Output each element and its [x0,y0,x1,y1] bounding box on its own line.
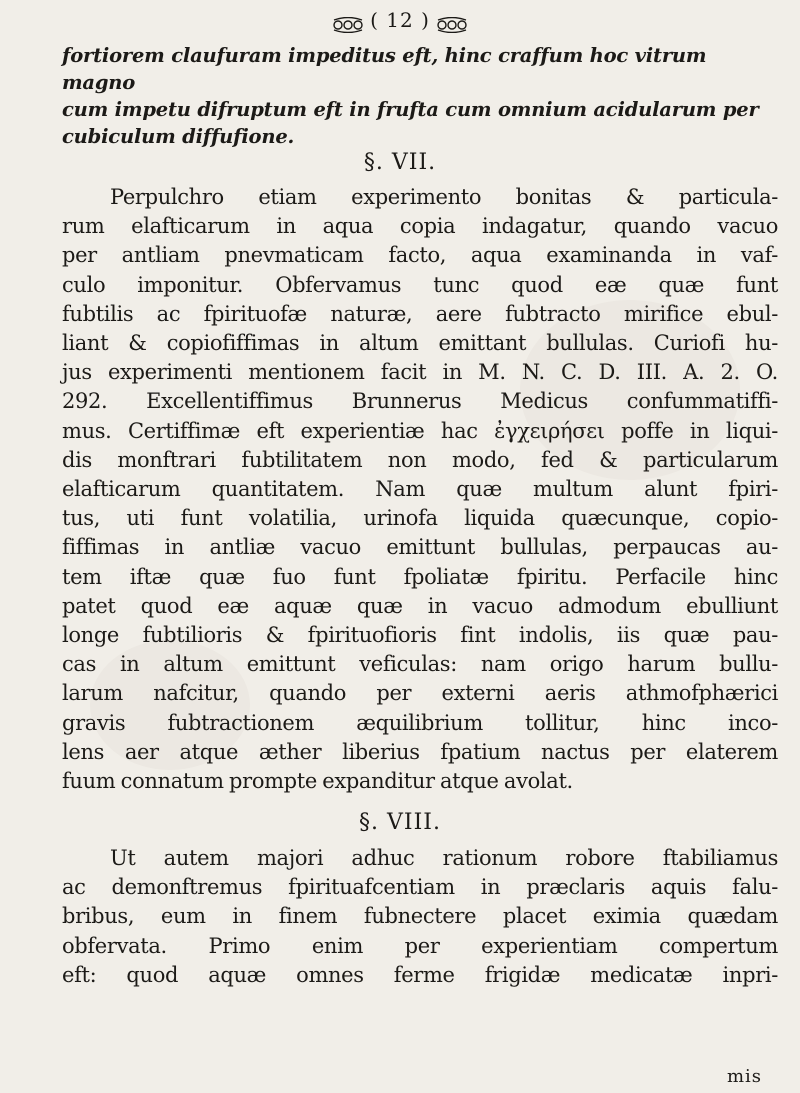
paragraph-line: ac demonftremus fpirituafcentiam in præclaris aquis falu- [62,875,778,900]
paragraph-line: fiffimas in antliæ vacuo emittunt bullulas, perpaucas au- [62,535,778,560]
paragraph-line: obfervata. Primo enim per experientiam compertum [62,933,778,958]
paragraph-line: dis monftrari fubtilitatem non modo, fed & particularum [62,447,778,472]
paragraph-line: cas in altum emittunt veficulas: nam origo harum bullu- [62,652,778,677]
paragraph-line: gravis fubtractionem æquilibrium tollitur, hinc inco- [62,710,778,735]
paragraph-line: Ut autem majori adhuc rationum robore ftabiliamus [110,846,778,870]
paragraph-line: Perpulchro etiam experimento bonitas & particula- [110,185,778,209]
section-viii-paragraph [62,844,778,990]
paragraph-line: mus. Certiffimæ eft experientiæ hac ἐγχειρήσει poffe in liqui- [62,418,778,443]
section-title-vii: §. VII. [363,150,437,175]
intro-line: cubiculum diffufione. [62,125,295,148]
paragraph-line: longe fubtilioris & fpirituofioris fint indolis, iis quæ pau- [62,623,778,648]
paragraph-line: bribus, eum in finem fubnectere placet eximia quædam [62,904,778,929]
paragraph-line: rum elafticarum in aqua copia indagatur, quando vacuo [62,214,778,239]
ornament-right-icon [436,14,468,30]
ornament-left-icon [332,14,364,30]
paragraph-line: tem iftæ quæ fuo funt fpoliatæ fpiritu. Perfacile hinc [62,564,778,589]
paragraph-line: tus, uti funt volatilia, urinofa liquida quæcunque, copio- [62,506,778,531]
paragraph-line: culo imponitur. Obfervamus tunc quod eæ quæ funt [62,272,778,297]
paragraph-line: fuum connatum prompte expanditur atque avolat. [62,769,573,794]
paragraph-line: liant & copiofiffimas in altum emittant bullulas. Curiofi hu- [62,331,778,356]
paragraph-line: jus experimenti mentionem facit in M. N. C. D. III. A. 2. O. [62,360,778,385]
italic-intro [62,42,774,150]
catchword: mis [726,1066,762,1087]
intro-line: cum impetu difruptum eft in frufta cum omnium acidularum per [62,98,759,121]
paragraph-line: elafticarum quantitatem. Nam quæ multum alunt fpiri- [62,477,778,502]
paragraph-line: lens aer atque æther liberius fpatium nactus per elaterem [62,739,778,764]
section-vii-paragraph [62,183,778,796]
paragraph-line: patet quod eæ aquæ quæ in vacuo admodum ebulliunt [62,593,778,618]
paragraph-line: 292. Excellentiffimus Brunnerus Medicus confummatiffi- [62,389,778,414]
page-header [0,8,800,32]
paragraph-line: per antliam pnevmaticam facto, aqua examinanda in vaf- [62,243,778,268]
section-title-viii: §. VIII. [359,810,441,835]
paragraph-line: fubtilis ac fpirituofæ naturæ, aere fubtracto mirifice ebul- [62,301,778,326]
page-number: ( 12 ) [370,8,430,32]
paragraph-line: larum nafcitur, quando per externi aeris athmofphærici [62,681,778,706]
intro-line: fortiorem claufuram impeditus eft, hinc craffum hoc vitrum magno [62,44,707,94]
paragraph-line: eft: quod aquæ omnes ferme frigidæ medicatæ inpri- [62,962,778,987]
